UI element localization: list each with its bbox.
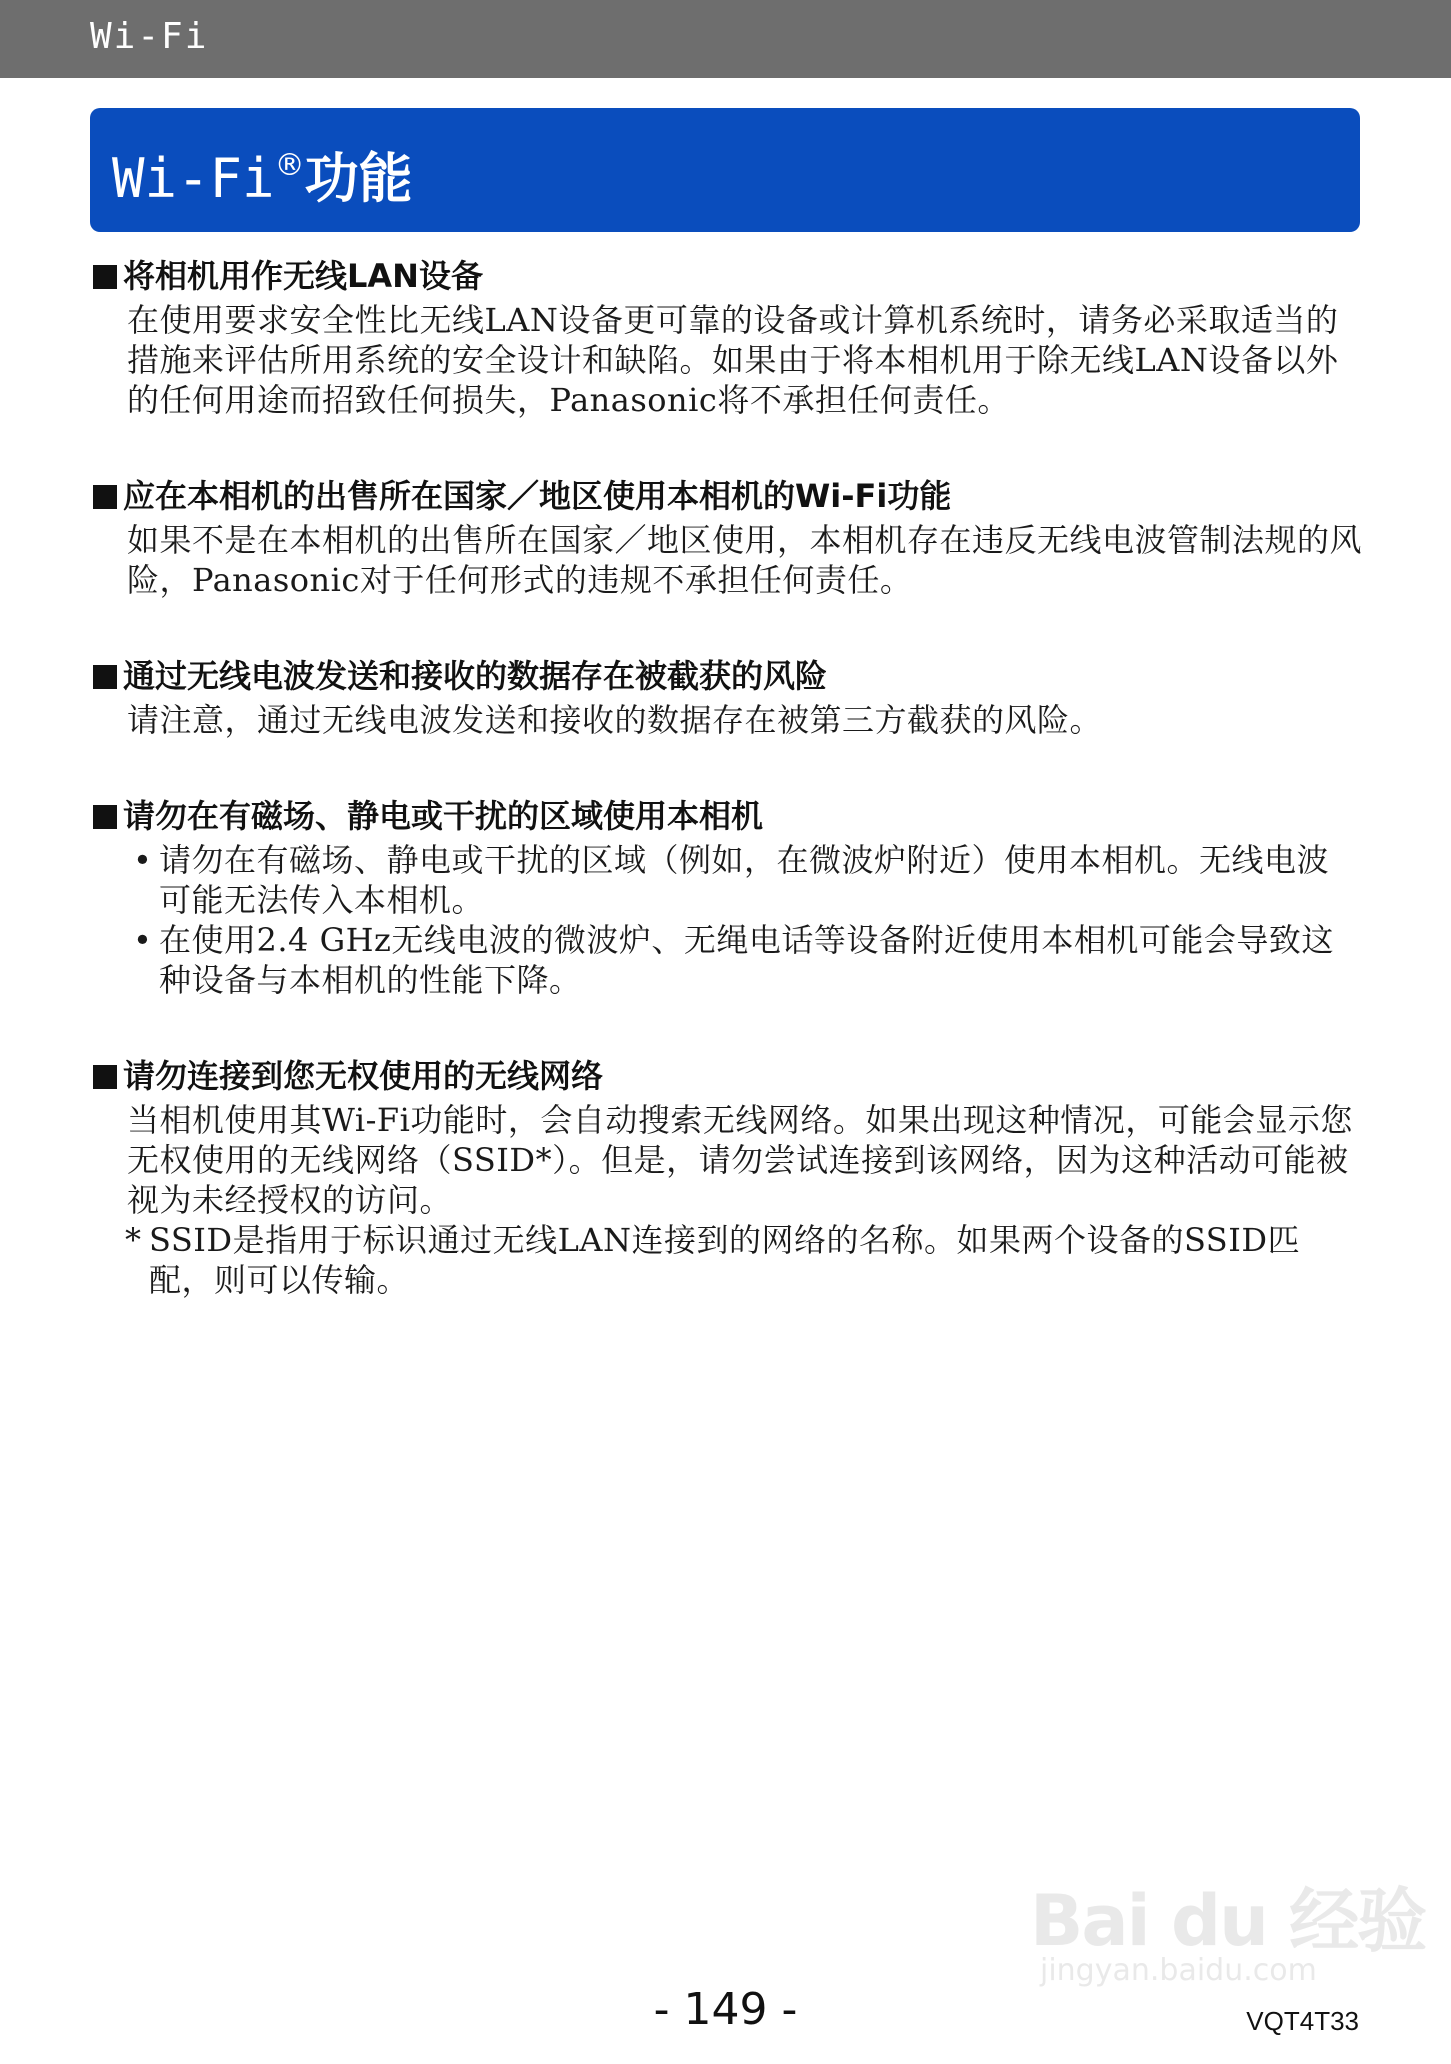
section-wireless-lan-device	[93, 252, 1363, 420]
square-bullet-icon	[93, 485, 117, 509]
list-item	[93, 840, 1359, 920]
section-heading	[93, 472, 1363, 520]
footnote-mark: *	[125, 1221, 142, 1259]
section-paragraph: 在使用要求安全性比无线LAN设备更可靠的设备或计算机系统时，请务必采取适当的措施来评估所用系统的安全设计和缺陷。如果由于将本相机用于除无线LAN设备以外的任何用途而招致任何损失，Panasonic将不承担任何责任。	[127, 301, 1339, 419]
square-bullet-icon	[93, 265, 117, 289]
list-item	[93, 920, 1359, 1000]
section-heading	[93, 792, 1363, 840]
section-paragraph: 请注意，通过无线电波发送和接收的数据存在被第三方截获的风险。	[127, 701, 1103, 739]
footnote-text: SSID是指用于标识通过无线LAN连接到的网络的名称。如果两个设备的SSID匹配，则可以传输。	[149, 1221, 1301, 1299]
section-heading	[93, 652, 1363, 700]
baidu-watermark	[1030, 1845, 1426, 2005]
registered-mark: ®	[274, 148, 305, 183]
main-content	[93, 252, 1363, 1352]
square-bullet-icon	[93, 665, 117, 689]
section-paragraph: 如果不是在本相机的出售所在国家／地区使用，本相机存在违反无线电波管制法规的风险，Panasonic对于任何形式的违规不承担任何责任。	[127, 521, 1363, 599]
section-interference-areas	[93, 792, 1363, 1000]
section-heading	[93, 252, 1363, 300]
section-country-usage	[93, 472, 1363, 600]
section-heading-text: 请勿在有磁场、静电或干扰的区域使用本相机	[123, 797, 764, 835]
section-heading-text: 将相机用作无线LAN设备	[123, 257, 483, 295]
section-paragraph: 当相机使用其Wi-Fi功能时，会自动搜索无线网络。如果出现这种情况，可能会显示您无权使用的无线网络（SSID*）。但是，请勿尝试连接到该网络，因为这种活动可能被视为未经授权的访问。	[127, 1101, 1353, 1219]
watermark-url: jingyan.baidu.com	[1040, 1953, 1317, 1988]
section-interception-risk	[93, 652, 1363, 740]
title-suffix: 功能	[304, 147, 413, 210]
watermark-logo: Bai du 经验	[1030, 1880, 1426, 1962]
section-heading	[93, 1052, 1363, 1100]
bullet-dot-icon: •	[133, 921, 153, 959]
square-bullet-icon	[93, 1065, 117, 1089]
title-prefix: Wi-Fi	[112, 147, 275, 210]
section-label: Wi-Fi	[90, 16, 209, 57]
title-banner	[90, 108, 1360, 232]
document-code: VQT4T33	[1246, 2006, 1359, 2036]
list-item-text: 在使用2.4 GHz无线电波的微波炉、无绳电话等设备附近使用本相机可能会导致这种设备与本相机的性能下降。	[159, 921, 1334, 999]
section-heading-text: 请勿连接到您无权使用的无线网络	[123, 1057, 604, 1095]
list-item-text: 请勿在有磁场、静电或干扰的区域（例如，在微波炉附近）使用本相机。无线电波可能无法传入本相机。	[159, 841, 1330, 919]
footnote	[93, 1220, 1359, 1300]
section-unauthorized-networks	[93, 1052, 1363, 1300]
bullet-dot-icon: •	[133, 841, 153, 879]
page-title	[112, 134, 413, 211]
section-heading-text: 应在本相机的出售所在国家／地区使用本相机的Wi-Fi功能	[123, 477, 952, 515]
top-header-bar	[0, 0, 1451, 78]
page-number: - 149 -	[653, 1984, 798, 2035]
section-heading-text: 通过无线电波发送和接收的数据存在被截获的风险	[123, 657, 828, 695]
square-bullet-icon	[93, 805, 117, 829]
